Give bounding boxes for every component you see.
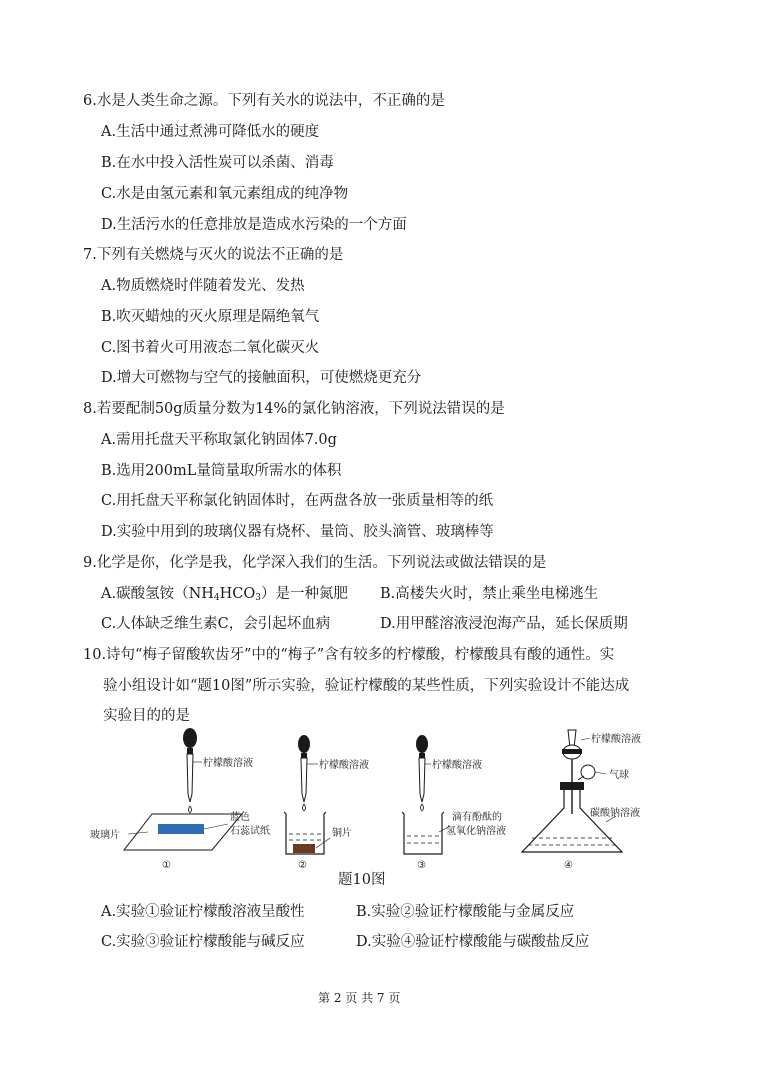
dropper-bulb-2 <box>298 735 310 753</box>
question-8-option-c: C.用托盘天平称氯化钠固体时，在两盘各放一张质量相等的纸 <box>101 493 494 509</box>
blue-litmus-paper <box>158 824 204 834</box>
label-citric-1: 柠檬酸溶液 <box>203 758 253 769</box>
label-naoh-1: 滴有酚酞的 <box>452 812 502 823</box>
question-9-option-a: A.碳酸氢铵$(NH_4HCO_3)$是一种氮肥 <box>101 586 349 603</box>
label-glass: 玻璃片 <box>90 830 120 841</box>
droplet-3 <box>421 804 424 811</box>
leader-balloon <box>595 772 606 774</box>
droplet-2 <box>303 804 306 811</box>
question-10-stem-line-1: 10.诗句“梅子留酸软齿牙”中的“梅子”含有较多的柠檬酸，柠檬酸具有酸的通性。实 <box>83 647 615 663</box>
dropper-tube-3 <box>419 758 425 802</box>
label-number-2: ② <box>298 860 307 871</box>
stopcock <box>562 749 582 754</box>
question-10-option-b: B.实验②验证柠檬酸能与金属反应 <box>356 904 575 920</box>
label-litmus-1: 蓝色 <box>230 812 250 823</box>
question-8-option-d: D.实验中用到的玻璃仪器有烧杯、量筒、胶头滴管、玻璃棒等 <box>101 524 494 540</box>
dropper-neck-1 <box>187 748 193 754</box>
label-litmus-2: 石蕊试纸 <box>230 826 270 837</box>
label-balloon: 气球 <box>609 770 629 781</box>
question-8-option-a: A.需用托盘天平称取氯化钠固体7.0g <box>101 432 337 448</box>
dropper-tube-1 <box>187 754 193 802</box>
experiment-figure <box>90 726 680 876</box>
question-7-stem: 7.下列有关燃烧与灭火的说法不正确的是 <box>83 247 344 263</box>
question-10-option-d: D.实验④验证柠檬酸能与碳酸盐反应 <box>356 934 590 950</box>
question-7-option-b: B.吹灭蜡烛的灭火原理是隔绝氧气 <box>101 309 320 325</box>
dropper-bulb-1 <box>183 728 197 748</box>
question-6-stem: 6.水是人类生命之源。下列有关水的说法中，不正确的是 <box>83 93 445 109</box>
label-naoh-2: 氢氧化钠溶液 <box>446 826 506 837</box>
stopper <box>560 782 584 790</box>
experiment-4 <box>522 730 641 871</box>
question-9-option-b: B.高楼失火时，禁止乘坐电梯逃生 <box>380 586 599 602</box>
question-6-option-d: D.生活污水的任意排放是造成水污染的一个方面 <box>101 217 407 233</box>
page-footer: 第 2 页 共 7 页 <box>318 991 401 1005</box>
label-number-1: ① <box>162 860 171 871</box>
question-10-stem-line-3: 实验目的的是 <box>103 708 190 724</box>
dropper-bulb-3 <box>416 735 428 753</box>
label-citric-3: 柠檬酸溶液 <box>432 760 482 771</box>
label-na2co3: 碳酸钠溶液 <box>590 808 640 819</box>
leader-citric-4 <box>581 738 590 740</box>
label-number-3: ③ <box>417 860 426 871</box>
dropper-tube-2 <box>301 758 307 802</box>
droplet-1 <box>189 806 192 813</box>
experiment-3 <box>402 735 506 871</box>
label-citric-4: 柠檬酸溶液 <box>591 734 641 745</box>
label-number-4: ④ <box>564 860 573 871</box>
question-8-option-b: B.选用200mL量筒量取所需水的体积 <box>101 463 342 479</box>
question-6-option-b: B.在水中投入活性炭可以杀菌、消毒 <box>101 155 334 171</box>
copper-sheet <box>293 844 315 853</box>
question-6-option-c: C.水是由氢元素和氧元素组成的纯净物 <box>101 186 349 202</box>
question-7-option-d: D.增大可燃物与空气的接触面积，可使燃烧更充分 <box>101 370 422 386</box>
experiment-1 <box>90 728 270 871</box>
question-10-stem-line-2: 验小组设计如“题10图”所示实验，验证柠檬酸的某些性质，下列实验设计不能达成 <box>103 678 630 694</box>
question-9-option-d: D.用甲醛溶液浸泡海产品，延长保质期 <box>380 616 628 632</box>
question-8-stem: 8.若要配制50g质量分数为14%的氯化钠溶液，下列说法错误的是 <box>83 401 505 417</box>
beaker-3 <box>402 812 444 854</box>
leader-copper <box>316 838 330 848</box>
question-10-option-a: A.实验①验证柠檬酸溶液呈酸性 <box>101 904 305 920</box>
dropper-neck-2 <box>301 753 307 758</box>
figure-caption: 题10图 <box>338 872 386 888</box>
label-citric-2: 柠檬酸溶液 <box>319 760 369 771</box>
experiment-2 <box>284 735 369 871</box>
question-10-option-c: C.实验③验证柠檬酸能与碱反应 <box>101 934 305 950</box>
question-9-stem: 9.化学是你，化学是我，化学深入我们的生活。下列说法或做法错误的是 <box>83 555 547 571</box>
question-6-option-a: A.生活中通过煮沸可降低水的硬度 <box>101 124 320 140</box>
question-7-option-a: A.物质燃烧时伴随着发光、发热 <box>101 278 305 294</box>
label-copper: 铜片 <box>332 828 352 839</box>
question-9-option-c: C.人体缺乏维生素C，会引起坏血病 <box>101 616 331 632</box>
balloon-tube <box>578 776 584 780</box>
question-7-option-c: C.图书着火可用液态二氧化碳灭火 <box>101 340 320 356</box>
dropper-neck-3 <box>419 753 425 758</box>
